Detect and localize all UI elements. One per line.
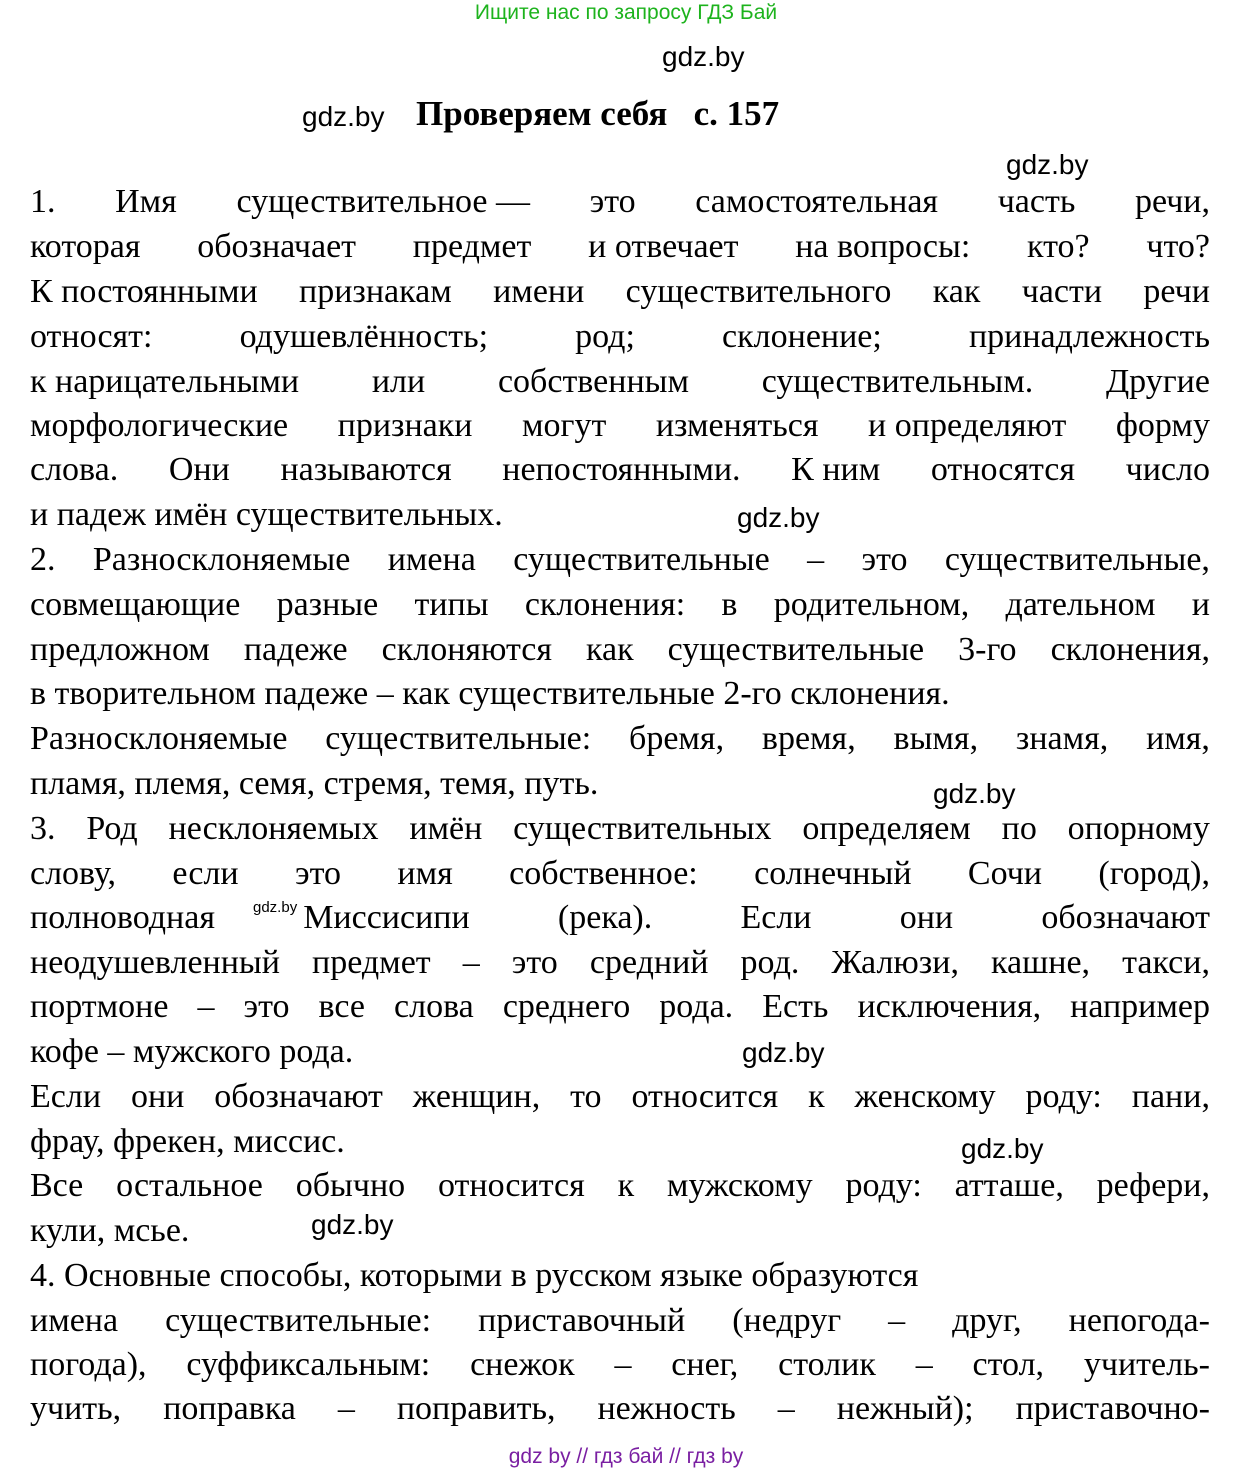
text-line <box>30 404 1210 448</box>
text-line <box>30 717 1210 761</box>
text-line <box>30 672 1210 716</box>
word: относятся <box>930 451 1076 488</box>
word: существительного <box>625 273 892 310</box>
word: бремя, <box>629 720 725 757</box>
word: солнечный <box>754 855 912 892</box>
word: Род <box>86 810 138 847</box>
watermark: gdz.by <box>253 899 298 916</box>
word: 3-го <box>958 631 1017 668</box>
word: имя <box>397 855 453 892</box>
word: изменяться <box>655 407 819 444</box>
word: могут <box>522 407 607 444</box>
word: если <box>172 855 239 892</box>
word: принадлежность <box>968 318 1210 355</box>
text-line <box>30 896 1210 940</box>
word: среднего <box>502 988 631 1025</box>
word: склонения, <box>1050 631 1210 668</box>
word: снег, <box>671 1346 739 1383</box>
watermark: gdz.by <box>933 778 1016 809</box>
word: число <box>1125 451 1210 488</box>
word: совмещающие <box>30 586 241 623</box>
text-line <box>30 225 1210 269</box>
word: склонение; <box>722 318 882 355</box>
word: склонения: <box>524 586 686 623</box>
watermark: gdz.by <box>662 41 745 72</box>
text-line <box>30 315 1210 359</box>
word: поправить, <box>396 1390 556 1427</box>
word: вымя, <box>893 720 979 757</box>
text-line <box>30 1299 1210 1343</box>
text-line <box>30 852 1210 896</box>
word: собственное: <box>509 855 698 892</box>
word: Если <box>740 899 812 936</box>
word: имена <box>30 1302 119 1339</box>
text-line <box>30 360 1210 404</box>
word: склоняются <box>381 631 552 668</box>
word: обозначают <box>214 1078 383 1115</box>
word: или <box>371 363 426 400</box>
word: кашне, <box>991 944 1091 981</box>
word: что? <box>1146 228 1210 265</box>
word: остальное <box>116 1167 263 1204</box>
word: 3. <box>30 810 56 847</box>
word: поправка <box>163 1390 296 1427</box>
word: погода), <box>30 1346 147 1383</box>
word: Сочи <box>967 855 1042 892</box>
word: пани, <box>1131 1078 1210 1115</box>
footer-links[interactable]: gdz by // гдз бай // гдз by <box>508 1445 744 1468</box>
word: роду: <box>845 1167 922 1204</box>
word: – <box>614 1346 632 1383</box>
word: называются <box>280 451 452 488</box>
text-line <box>30 583 1210 627</box>
word: – <box>337 1390 355 1427</box>
word: самостоятельная <box>695 183 939 220</box>
word: Есть <box>762 988 829 1025</box>
word: дательном <box>1005 586 1156 623</box>
word: – <box>888 1302 906 1339</box>
word: кули, мсье. <box>30 1212 190 1249</box>
word: Если <box>30 1078 102 1115</box>
word: – <box>777 1390 795 1427</box>
text-line <box>30 493 1210 537</box>
word: это <box>511 944 558 981</box>
word: приставочно- <box>1015 1390 1210 1427</box>
word: то <box>570 1078 602 1115</box>
word: К ним <box>791 451 881 488</box>
word: столик <box>778 1346 876 1383</box>
word: род; <box>575 318 635 355</box>
word: имя, <box>1146 720 1210 757</box>
text-line <box>30 538 1210 582</box>
text-line <box>30 1075 1210 1119</box>
word: слову, <box>30 855 117 892</box>
word: суффиксальным: <box>186 1346 431 1383</box>
word: Имя <box>115 183 177 220</box>
word: (город), <box>1098 855 1210 892</box>
word: 1. <box>30 183 56 220</box>
word: в <box>721 586 738 623</box>
word: – <box>462 944 480 981</box>
word: стол, <box>972 1346 1045 1383</box>
text-line <box>30 762 1210 806</box>
word: морфологические <box>30 407 289 444</box>
word: это <box>861 541 908 578</box>
word: все <box>318 988 365 1025</box>
word: пламя, племя, семя, стремя, темя, путь. <box>30 765 599 802</box>
word: как <box>586 631 634 668</box>
word: Разносклоняемые <box>30 720 288 757</box>
word: существительным. <box>761 363 1034 400</box>
word: падеже <box>243 631 348 668</box>
word: непостоянными. <box>502 451 741 488</box>
word: – <box>915 1346 933 1383</box>
word: речи <box>1143 273 1210 310</box>
text-line <box>30 448 1210 492</box>
word: друг, <box>952 1302 1022 1339</box>
text-line <box>30 807 1210 851</box>
text-line <box>30 1254 1210 1298</box>
word: существительные <box>513 541 770 578</box>
word: род. <box>740 944 800 981</box>
word: часть <box>997 183 1076 220</box>
word: существительное — <box>236 183 531 220</box>
word: обозначает <box>197 228 357 265</box>
word: относят: <box>30 318 153 355</box>
word: женскому <box>854 1078 996 1115</box>
word: и падеж имён существительных. <box>30 496 503 533</box>
word: к <box>808 1078 825 1115</box>
word: определяем <box>802 810 971 847</box>
word: это <box>589 183 636 220</box>
text-line <box>30 270 1210 314</box>
word: в творительном падеже – как существительные 2-го склонения. <box>30 675 950 712</box>
word: непогода- <box>1068 1302 1210 1339</box>
word: к нарицательными <box>30 363 300 400</box>
word: существительные: <box>165 1302 432 1339</box>
word: Они <box>168 451 230 488</box>
word: рода. <box>659 988 734 1025</box>
text-line <box>30 1164 1210 1208</box>
watermark: gdz.by <box>1006 149 1089 180</box>
watermark: gdz.by <box>311 1209 394 1240</box>
watermark: gdz.by <box>302 101 385 132</box>
text-line <box>30 1209 1210 1253</box>
text-line <box>30 1387 1210 1431</box>
word: собственным <box>497 363 690 400</box>
word: по <box>1001 810 1037 847</box>
word: фрау, фрекен, миссис. <box>30 1123 345 1160</box>
word: снежок <box>470 1346 575 1383</box>
text-line <box>30 941 1210 985</box>
word: нежный); <box>836 1390 974 1427</box>
word: признаки <box>337 407 473 444</box>
word: форму <box>1115 407 1210 444</box>
word: Другие <box>1105 363 1210 400</box>
word: имени <box>493 273 585 310</box>
word: (река). <box>557 899 653 936</box>
word: Жалюзи, <box>831 944 959 981</box>
word: и <box>1191 586 1210 623</box>
word: относится <box>437 1167 585 1204</box>
word: атташе, <box>954 1167 1064 1204</box>
word: существительные, <box>944 541 1210 578</box>
word: и определяют <box>868 407 1067 444</box>
watermark: gdz.by <box>961 1133 1044 1164</box>
word: роду: <box>1025 1078 1102 1115</box>
word: учить, <box>30 1390 122 1427</box>
word: например <box>1070 988 1210 1025</box>
word: полноводная <box>30 899 215 936</box>
word: части <box>1021 273 1103 310</box>
word: учитель- <box>1083 1346 1210 1383</box>
word: это <box>295 855 342 892</box>
word: предложном <box>30 631 210 668</box>
word: имена <box>387 541 476 578</box>
word: разные <box>276 586 379 623</box>
word: которая <box>30 228 141 265</box>
word: – <box>197 988 215 1025</box>
word: предмет <box>312 944 431 981</box>
text-line <box>30 985 1210 1029</box>
word: рефери, <box>1096 1167 1210 1204</box>
search-banner[interactable]: Ищите нас по запросу ГДЗ Бай <box>474 1 778 24</box>
word: приставочный <box>478 1302 686 1339</box>
word: они <box>899 899 954 936</box>
text-line <box>30 1343 1210 1387</box>
word: имён <box>409 810 483 847</box>
word: портмоне <box>30 988 169 1025</box>
watermark: gdz.by <box>742 1037 825 1068</box>
word: Все <box>30 1167 84 1204</box>
word: относится <box>631 1078 779 1115</box>
word: женщин, <box>412 1078 541 1115</box>
word: (недруг <box>732 1302 842 1339</box>
word: существительные: <box>325 720 592 757</box>
word: мужскому <box>666 1167 813 1204</box>
word: знамя, <box>1015 720 1109 757</box>
word: Разносклоняемые <box>92 541 351 578</box>
word: речи, <box>1134 183 1210 220</box>
word: кофе – мужского рода. <box>30 1033 354 1070</box>
word: 4. Основные способы, которыми в русском языке образуются <box>30 1257 919 1294</box>
word: как <box>932 273 981 310</box>
word: родительном, <box>773 586 970 623</box>
word: 2. <box>30 541 56 578</box>
word: и отвечает <box>588 228 739 265</box>
word: кто? <box>1027 228 1090 265</box>
word: на вопросы: <box>795 228 971 265</box>
text-line <box>30 1030 1210 1074</box>
word: они <box>130 1078 185 1115</box>
word: слова <box>394 988 474 1025</box>
word: нежность <box>597 1390 736 1427</box>
word: признакам <box>299 273 452 310</box>
word: к <box>617 1167 635 1204</box>
text-line <box>30 180 1210 224</box>
text-line <box>30 628 1210 672</box>
word: исключения, <box>857 988 1042 1025</box>
word: средний <box>589 944 709 981</box>
word: обычно <box>295 1167 406 1204</box>
watermark: gdz.by <box>737 502 820 533</box>
word: предмет <box>412 228 532 265</box>
word: – <box>807 541 825 578</box>
word: типы <box>414 586 489 623</box>
word: это <box>243 988 290 1025</box>
word: Миссисипи <box>303 899 470 936</box>
word: существительные <box>667 631 925 668</box>
word: слова. <box>30 451 119 488</box>
word: одушевлённость; <box>239 318 489 355</box>
word: существительных <box>513 810 772 847</box>
word: несклоняемых <box>168 810 379 847</box>
word: обозначают <box>1041 899 1210 936</box>
page-title: Проверяем себя с. 157 <box>416 94 780 133</box>
word: время, <box>761 720 856 757</box>
word: опорному <box>1067 810 1210 847</box>
word: К постоянными <box>30 273 258 310</box>
word: такси, <box>1122 944 1210 981</box>
word: неодушевленный <box>30 944 280 981</box>
